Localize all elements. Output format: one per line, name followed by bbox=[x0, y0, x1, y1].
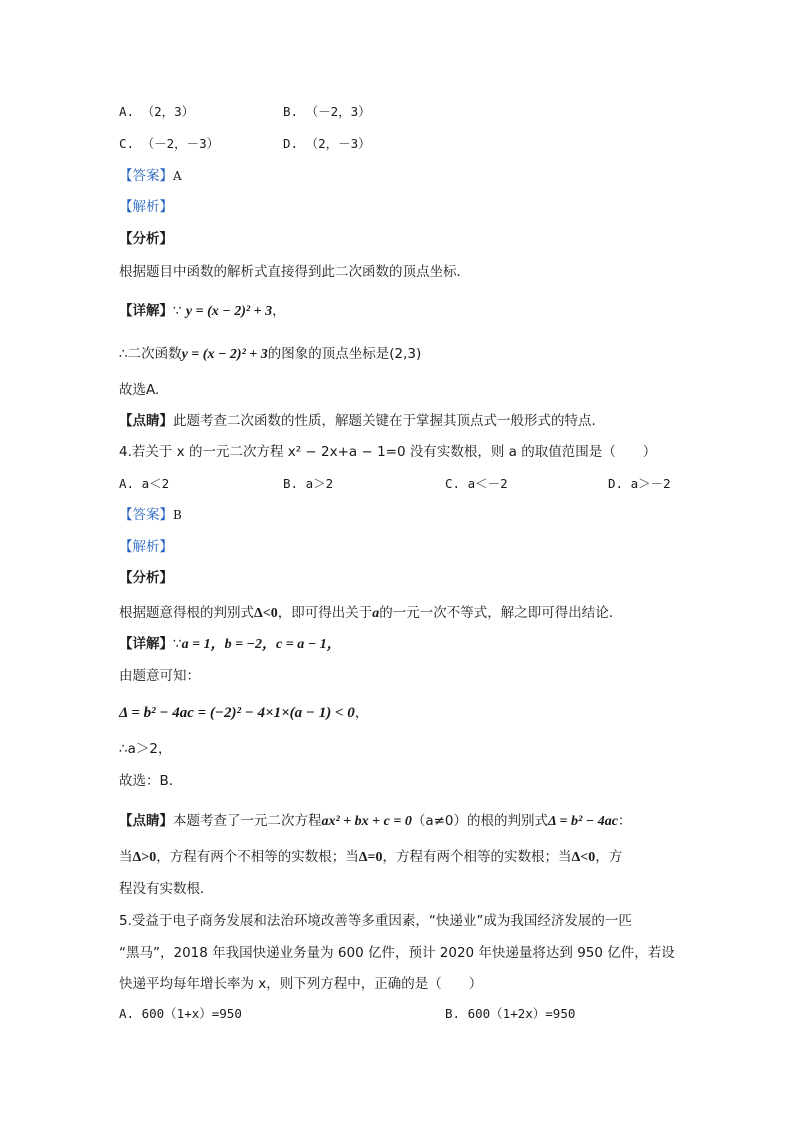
option-c: C. a＜－2 bbox=[445, 476, 508, 491]
dianjing-line: 【点睛】本题考查了一元二次方程ax² + bx + c = 0（a≠0）的根的判别式Δ = b² − 4ac： bbox=[119, 813, 632, 829]
fenxi-text: 根据题目中函数的解析式直接得到此二次函数的顶点坐标． bbox=[119, 264, 470, 280]
choose-line: 故选：B． bbox=[119, 773, 183, 789]
dianjing-line-3: 程没有实数根． bbox=[119, 881, 214, 897]
option-a: A. a＜2 bbox=[119, 476, 170, 491]
dianjing-line-2: 当Δ>0，方程有两个不相等的实数根；当Δ=0，方程有两个相等的实数根；当Δ<0，方 bbox=[119, 849, 623, 865]
option-d: D. （2，－3） bbox=[283, 136, 371, 151]
answer-line: 【答案】B bbox=[119, 507, 182, 523]
option-d: D. a＞－2 bbox=[608, 476, 671, 491]
option-b: B. a＞2 bbox=[283, 476, 334, 491]
fenxi-text: 根据题意得根的判别式Δ<0，即可得出关于a的一元一次不等式，解之即可得出结论． bbox=[119, 605, 623, 621]
delta-equation: Δ = b² − 4ac = (−2)² − 4×1×(a − 1) < 0， bbox=[119, 705, 369, 721]
option-a: A. 600（1+x）=950 bbox=[119, 1006, 242, 1021]
question-5-stem-3: 快递平均每年增长率为 x，则下列方程中，正确的是（ ） bbox=[119, 976, 483, 992]
option-b: B. 600（1+2x）=950 bbox=[445, 1006, 576, 1021]
choose-line: 故选A. bbox=[119, 382, 160, 398]
dianjing-line: 【点睛】此题考查二次函数的性质，解题关键在于掌握其顶点式一般形式的特点. bbox=[119, 413, 596, 429]
detail-line: 【详解】∵a = 1，b = −2，c = a − 1， bbox=[119, 636, 341, 652]
option-c: C. （－2，－3） bbox=[119, 136, 220, 151]
fenxi-heading: 【分析】 bbox=[119, 570, 173, 586]
detail-line: 【详解】∵ y = (x − 2)² + 3， bbox=[119, 303, 286, 319]
option-b: B. （－2，3） bbox=[283, 104, 371, 119]
question-5-stem-2: “黑马”，2018 年我国快递业务量为 600 亿件，预计 2020 年快递量将达到 950 亿件，若设 bbox=[119, 945, 675, 961]
therefore-line: ∴二次函数y = (x − 2)² + 3的图象的顶点坐标是(2,3) bbox=[119, 346, 422, 362]
jiexi-heading: 【解析】 bbox=[119, 199, 173, 215]
from-line: 由题意可知： bbox=[119, 668, 200, 684]
result-line: ∴a＞2， bbox=[119, 741, 172, 757]
jiexi-heading: 【解析】 bbox=[119, 539, 173, 555]
question-4-stem: 4.若关于 x 的一元二次方程 x² − 2x+a − 1=0 没有实数根，则 a 的取值范围是（ ） bbox=[119, 444, 657, 460]
fenxi-heading: 【分析】 bbox=[119, 231, 173, 247]
option-a: A. （2，3） bbox=[119, 104, 195, 119]
question-5-stem-1: 5.受益于电子商务发展和法治环境改善等多重因素，“快递业”成为我国经济发展的一匹 bbox=[119, 913, 632, 929]
answer-line: 【答案】A bbox=[119, 168, 182, 184]
